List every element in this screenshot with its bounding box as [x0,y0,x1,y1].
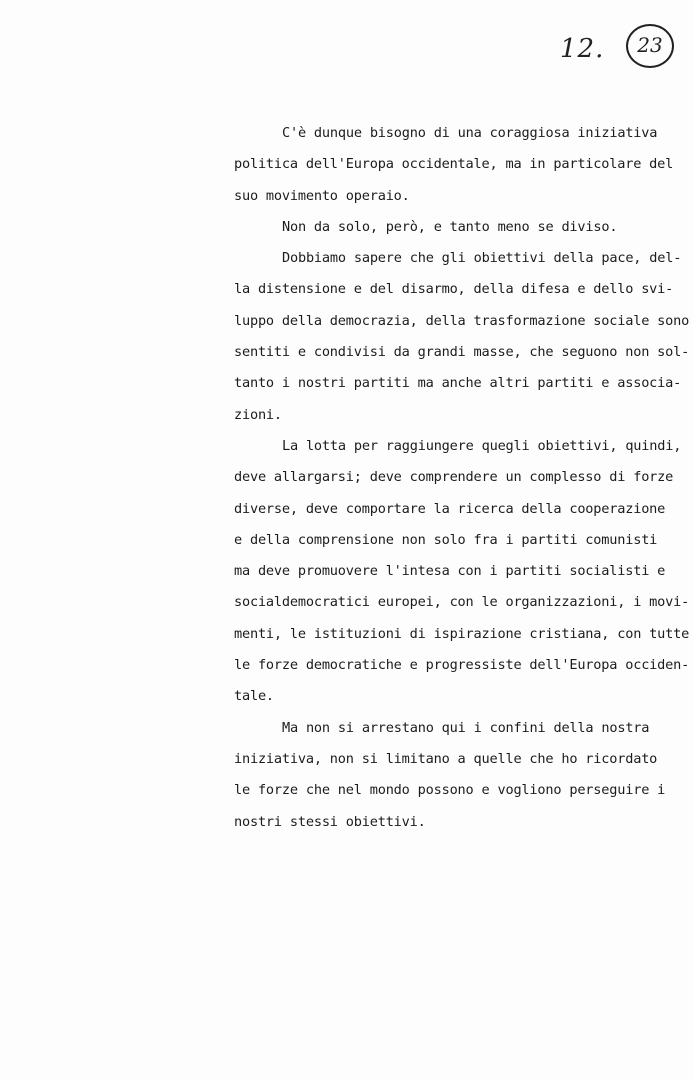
text-line: luppo della democrazia, della trasformazione sociale sono [234,312,690,329]
text-line: ma deve promuovere l'intesa con i partiti socialisti e [234,563,666,580]
text-line: iniziativa, non si limitano a quelle che ho ricordato [234,750,658,767]
text-line: La lotta per raggiungere quegli obiettivi, quindi, [282,437,682,454]
text-line: le forze democratiche e progressiste dell'Europa occiden- [234,657,690,674]
text-line: Non da solo, però, e tanto meno se diviso. [282,218,618,235]
text-line: menti, le istituzioni di ispirazione cristiana, con tutte [234,625,690,642]
text-line: C'è dunque bisogno di una coraggiosa iniziativa [282,125,658,141]
text-line: diverse, deve comportare la ricerca della cooperazione [234,500,666,517]
text-line: politica dell'Europa occidentale, ma in particolare del [234,156,674,173]
text-line: Ma non si arrestano qui i confini della nostra [282,719,650,736]
text-line: deve allargarsi; deve comprendere un complesso di forze [234,469,674,486]
text-line: suo movimento operaio. [234,187,410,204]
text-line: tale. [234,688,274,705]
text-line: socialdemocratici europei, con le organizzazioni, i movi- [234,594,690,611]
text-line: la distensione e del disarmo, della difesa e dello svi- [234,281,674,298]
handwritten-page-number: 12. [560,34,605,64]
typed-text-body [234,118,690,838]
text-line: Dobbiamo sapere che gli obiettivi della pace, del- [282,250,682,267]
text-line: le forze che nel mondo possono e vogliono perseguire i [234,782,666,799]
circled-archive-number: 23 [626,24,674,68]
text-line: sentiti e condivisi da grandi masse, che seguono non sol- [234,344,690,361]
text-line: e della comprensione non solo fra i partiti comunisti [234,531,658,548]
text-line: nostri stessi obiettivi. [234,813,426,830]
text-line: tanto i nostri partiti ma anche altri partiti e associa- [234,375,682,392]
text-line: zioni. [234,406,282,423]
